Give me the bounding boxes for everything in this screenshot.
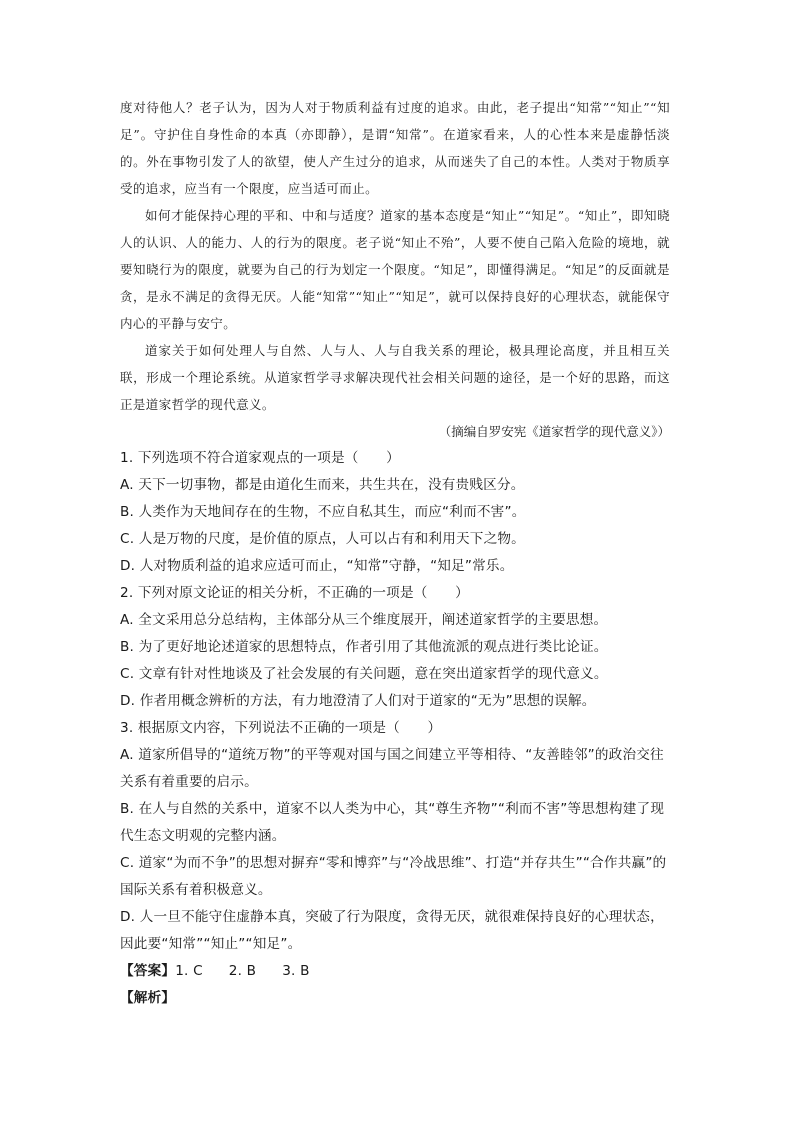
analysis-line [120, 985, 670, 1012]
question-option: C. 人是万物的尺度，是价值的原点，人可以占有和利用天下之物。 [120, 531, 525, 547]
question-1 [120, 445, 670, 580]
question-3 [120, 715, 670, 958]
question-option: A. 全文采用总分总结构，主体部分从三个维度展开，阐述道家哲学的主要思想。 [120, 612, 608, 628]
question-option: B. 为了更好地论述道家的思想特点，作者引用了其他流派的观点进行类比论证。 [120, 639, 608, 655]
question-option: B. 在人与自然的关系中，道家不以人类为中心，其“尊生齐物”“利而不害”等思想构建了现代生态文明观的完整内涵。 [120, 801, 665, 844]
document-page [120, 94, 670, 1012]
passage [120, 94, 670, 418]
question-2 [120, 580, 670, 715]
question-option: A. 天下一切事物，都是由道化生而来，共生共在，没有贵贱区分。 [120, 477, 525, 493]
analysis-label: 【解析】 [120, 990, 176, 1006]
answer-label: 【答案】 [120, 963, 176, 979]
question-option: B. 人类作为天地间存在的生物，不应自私其生，而应“利而不害”。 [120, 504, 526, 520]
question-stem: 3. 根据原文内容，下列说法不正确的一项是（ ） [120, 720, 442, 736]
question-option: C. 道家“为而不争”的思想对摒弃“零和博弈”与“冷战思维”、打造“并存共生”“合作共赢”的国际关系有着积极意义。 [120, 855, 667, 898]
question-option: C. 文章有针对性地谈及了社会发展的有关问题，意在突出道家哲学的现代意义。 [120, 666, 608, 682]
question-list [120, 445, 670, 1012]
passage-paragraph: 道家关于如何处理人与自然、人与人、人与自我关系的理论，极具理论高度，并且相互关联，形成一个理论系统。从道家哲学寻求解决现代社会相关问题的途径，是一个好的思路，而这正是道家哲学的现代意义。 [120, 343, 670, 412]
answer-item: 2. B [228, 963, 257, 979]
answer-item: 1. C [175, 963, 203, 979]
question-stem: 2. 下列对原文论证的相关分析，不正确的一项是（ ） [120, 585, 469, 601]
answer-line [120, 958, 670, 985]
passage-paragraph: 如何才能保持心理的平和、中和与适度？道家的基本态度是“知止”“知足”。“知止”，即知晓人的认识、人的能力、人的行为的限度。老子说“知止不殆”，人要不使自己陷入危险的境地，就要知晓行为的限度，就要为自己的行为划定一个限度。“知足”，即懂得满足。“知足”的反面就是贪，是永不满足的贪得无厌。人能“知常”“知止”“知足”，就可以保持良好的心理状态，就能保守内心的平静与安宁。 [120, 208, 671, 331]
passage-paragraph: 度对待他人？老子认为，因为人对于物质利益有过度的追求。由此，老子提出“知常”“知止”“知足”。守护住自身性命的本真（亦即静），是谓“知常”。在道家看来，人的心性本来是虚静恬淡的。外在事物引发了人的欲望，使人产生过分的追求，从而迷失了自己的本性。人类对于物质享受的追求，应当有一个限度，应当适可而止。 [120, 100, 670, 196]
question-option: A. 道家所倡导的“道统万物”的平等观对国与国之间建立平等相待、“友善睦邻”的政治交往关系有着重要的启示。 [120, 747, 664, 790]
question-stem: 1. 下列选项不符合道家观点的一项是（ ） [120, 450, 400, 466]
passage-source: （摘编自罗安宪《道家哲学的现代意义》） [438, 424, 670, 439]
question-option: D. 人一旦不能守住虚静本真，突破了行为限度，贪得无厌，就很难保持良好的心理状态，因此要“知常”“知止”“知足”。 [120, 909, 664, 952]
question-option: D. 人对物质利益的追求应适可而止，“知常”守静，“知足”常乐。 [120, 558, 514, 574]
question-option: D. 作者用概念辨析的方法，有力地澄清了人们对于道家的“无为”思想的误解。 [120, 693, 596, 709]
answer-item: 3. B [282, 963, 310, 979]
